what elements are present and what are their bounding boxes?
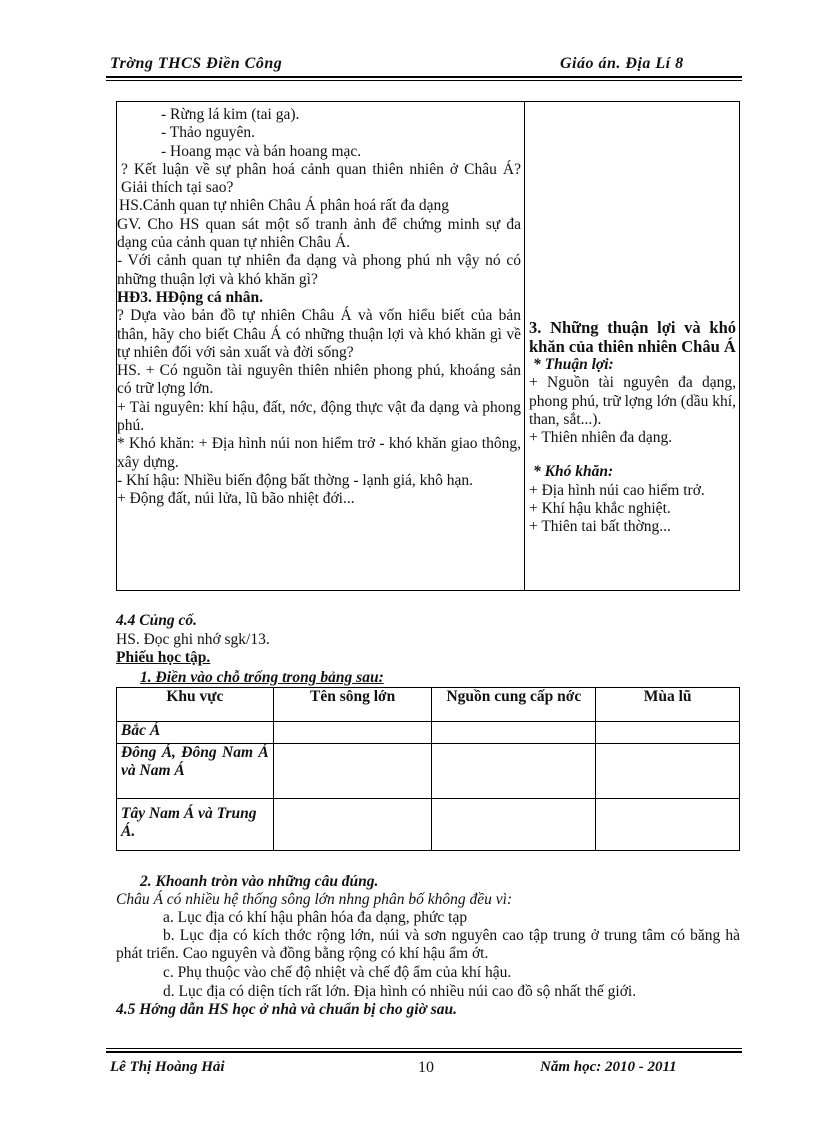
worksheet-row (117, 744, 740, 799)
blank-cell[interactable] (432, 722, 596, 744)
section-title: 3. Những thuận lợi và khó khăn của thiên nhiên Châu Á (529, 318, 736, 356)
region-cell: Đông Á, Đông Nam Á và Nam Á (117, 744, 274, 799)
text-line: - Khí hậu: Nhiều biến động bất thờng - lạnh giá, khô hạn. (117, 471, 474, 489)
text-line: HS.Cảnh quan tự nhiên Châu Á phân hoá rất đa dạng (119, 197, 449, 215)
lesson-table (116, 101, 740, 591)
footer-author: Lê Thị Hoàng Hải (110, 1059, 225, 1075)
teacher-student-activities (117, 106, 521, 509)
text-line: ? Kết luận về sự phân hoá cảnh quan thiên nhiên ở Châu Á? Giải thích tại sao? (121, 160, 521, 197)
header-cell: Khu vực (117, 688, 274, 722)
header-cell: Tên sông lớn (273, 688, 432, 722)
disadvantage-item: + Địa hình núi cao hiểm trở. (529, 481, 705, 499)
text-line: + Tài nguyên: khí hậu, đất, nớc, động thực vật đa dạng và phong phú. (117, 398, 521, 435)
option-d[interactable]: d. Lục địa có diện tích rất lớn. Địa hình có nhiều núi cao đồ sộ nhất thế giới. (163, 983, 637, 1000)
consolidation-heading: 4.4 Củng cố. (116, 612, 197, 629)
blank-cell[interactable] (273, 722, 432, 744)
question-2-heading: 2. Khoanh tròn vào những câu đúng. (140, 873, 379, 890)
blank-cell[interactable] (432, 799, 596, 851)
blank-cell[interactable] (596, 744, 740, 799)
header-cell: Nguồn cung cấp nớc (432, 688, 596, 722)
text-line: GV. Cho HS quan sát một số tranh ảnh để chứng minh sự đa dạng của cảnh quan tự nhiên Châu Á. (117, 215, 521, 252)
question-2-stem: Châu Á có nhiều hệ thống sông lớn nhng phân bố không đều vì: (116, 891, 513, 908)
worksheet-table (116, 687, 740, 851)
blank-cell[interactable] (596, 799, 740, 851)
worksheet-header-row (117, 688, 740, 722)
footer-rule-thin (106, 1048, 742, 1049)
option-c[interactable]: c. Phụ thuộc vào chế độ nhiệt và chế độ ẩm của khí hậu. (163, 964, 512, 981)
activity-heading: HĐ3. HĐộng cá nhân. (117, 288, 263, 306)
worksheet-title: Phiếu học tập. (116, 649, 211, 666)
header-school: Trờng THCS Điền Công (110, 55, 283, 72)
page-number: 10 (418, 1059, 434, 1076)
disadvantage-item: + Khí hậu khắc nghiệt. (529, 500, 671, 518)
advantage-item: + Thiên nhiên đa dạng. (529, 429, 673, 447)
header-subject: Giáo án. Địa Lí 8 (560, 55, 684, 72)
region-cell: Tây Nam Á và Trung Á. (117, 799, 274, 851)
question-1: 1. Điền vào chỗ trống trong bảng sau: (140, 669, 384, 686)
text-line: ? Dựa vào bản đồ tự nhiên Châu Á và vốn hiểu biết của bản thân, hãy cho biết Châu Á có những thuận lợi và khó khăn gì về tự nhiên đối với sản xuất và đời sống? (117, 307, 521, 361)
worksheet-row (117, 799, 740, 851)
header-cell: Mùa lũ (596, 688, 740, 722)
option-a[interactable]: a. Lục địa có khí hậu phân hóa đa dạng, phức tạp (163, 909, 468, 926)
text-line: + Động đất, núi lửa, lũ bão nhiệt đới... (117, 490, 355, 508)
consolidation-line: HS. Đọc ghi nhớ sgk/13. (116, 631, 270, 648)
column-divider (524, 102, 525, 590)
worksheet-row (117, 722, 740, 744)
text-line: - Thảo nguyên. (161, 124, 255, 142)
text-line: - Với cảnh quan tự nhiên đa dạng và phong phú nh vậy nó có những thuận lợi và khó khăn gì? (117, 252, 521, 288)
text-line: HS. + Có nguồn tài nguyên thiên nhiên phong phú, khoáng sản có trữ lợng lớn. (117, 362, 521, 398)
region-cell: Bắc Á (117, 722, 274, 744)
blank-cell[interactable] (596, 722, 740, 744)
blank-cell[interactable] (432, 744, 596, 799)
blank-cell[interactable] (273, 799, 432, 851)
lesson-content (529, 318, 736, 537)
advantage-item: + Nguồn tài nguyên đa dạng, phong phú, trữ lợng lớn (dầu khí, than, sắt...). (529, 374, 736, 428)
text-line: - Hoang mạc và bán hoang mạc. (161, 142, 362, 160)
disadvantage-item: + Thiên tai bất thờng... (529, 518, 671, 536)
footer-rule (106, 1051, 742, 1053)
advantages-label: * Thuận lợi: (533, 356, 614, 373)
header-rule (106, 76, 742, 78)
text-line: - Rừng lá kim (tai ga). (161, 106, 300, 123)
option-b[interactable]: b. Lục địa có kích thớc rộng lớn, núi và sơn nguyên cao tập trung ở trung tâm có băng hà phát triển. Cao nguyên và đồng bằng rộng có khí hậu ẩm ớt. (116, 927, 740, 962)
text-line: * Khó khăn: + Địa hình núi non hiểm trở - khó khăn giao thông, xây dựng. (117, 435, 521, 471)
blank-cell[interactable] (273, 744, 432, 799)
header-rule-thin (106, 80, 742, 81)
footer-year: Năm học: 2010 - 2011 (540, 1059, 677, 1075)
disadvantages-label: * Khó khăn: (533, 463, 614, 481)
next-section-heading: 4.5 Hớng dẫn HS học ở nhà và chuẩn bị cho giờ sau. (116, 1001, 458, 1018)
